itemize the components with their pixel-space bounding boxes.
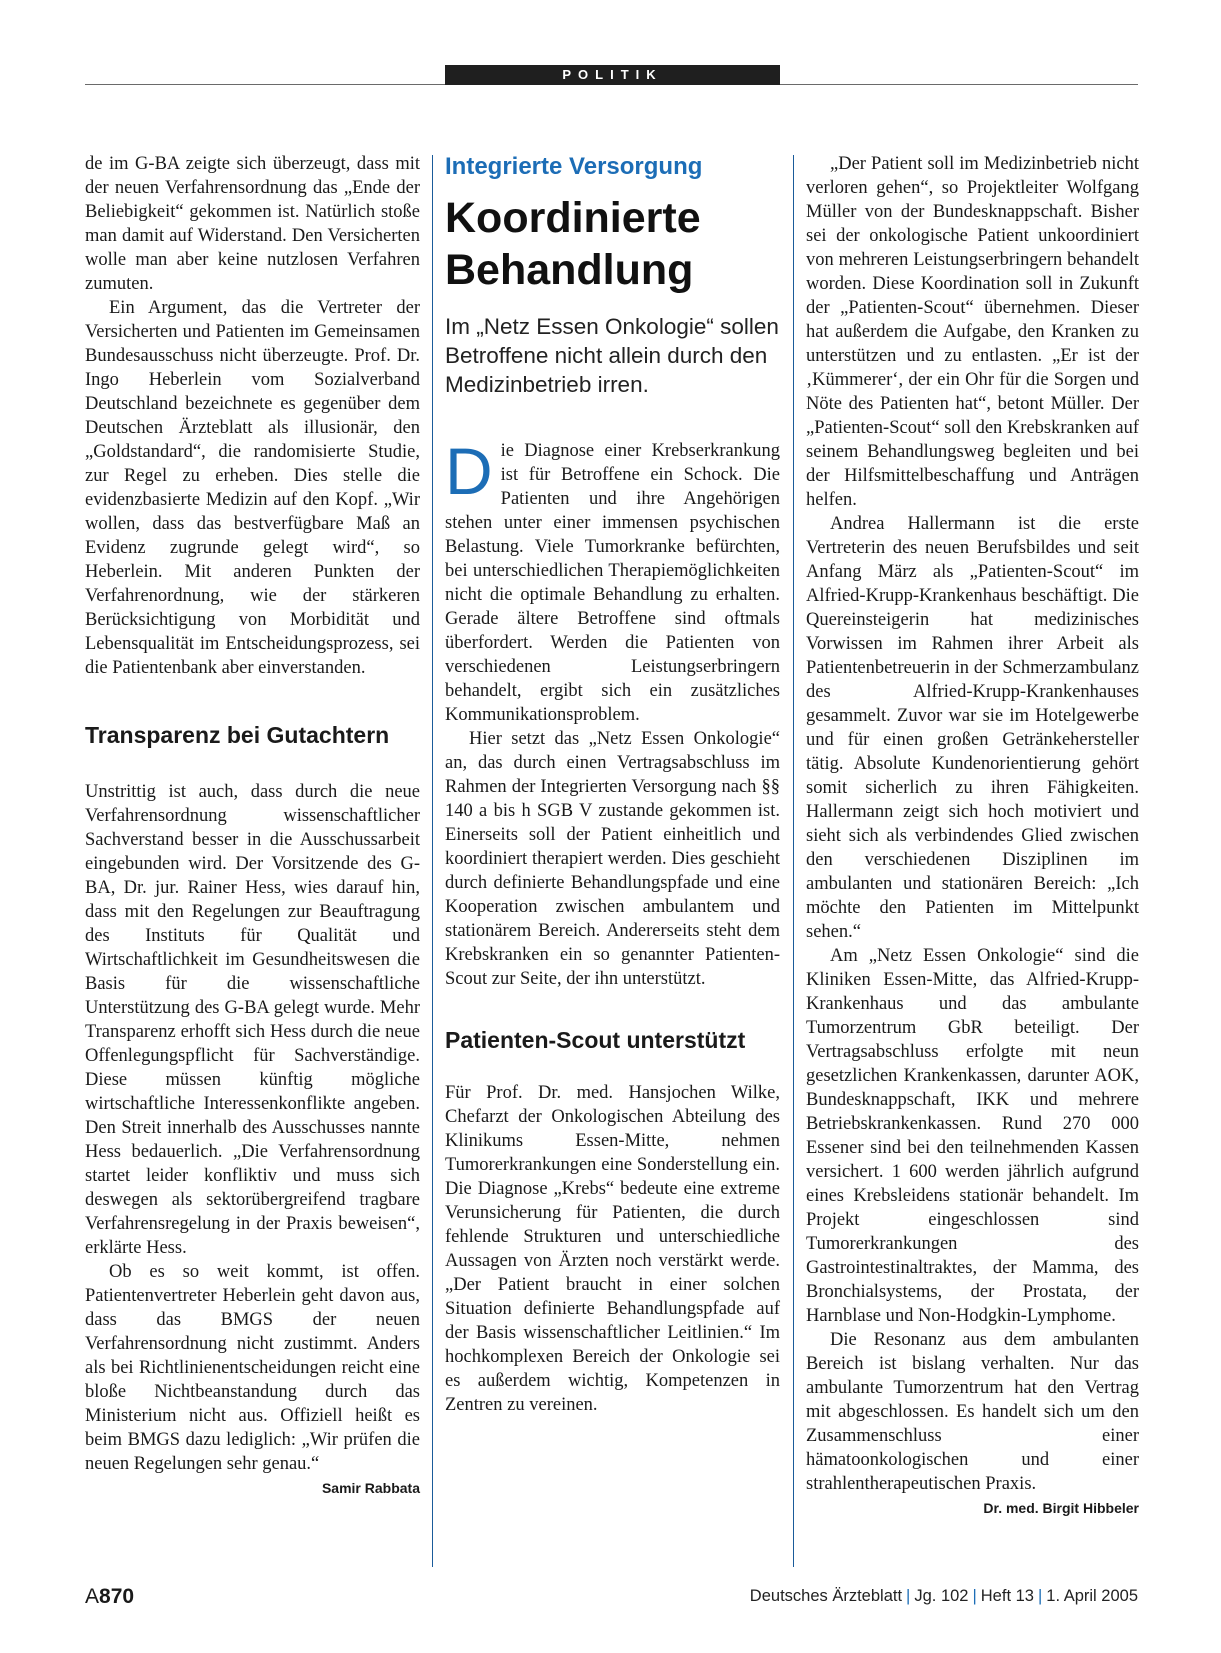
footer-separator: | [906, 1587, 911, 1605]
paragraph: „Der Patient soll im Medizinbetrieb nicht verloren gehen“, so Projektleiter Wolfgang Müller von der Bundesknappschaft. Bisher sei der onkologische Patient unkoordiniert von mehreren Leistungserbringern behandelt worden. Diese Koordination soll in Zukunft der „Patienten-Scout“ übernehmen. Dieser hat außerdem die Aufgabe, den Kranken zu unterstützen und zu entlasten. „Er ist der ‚Kümmerer‘, der ein Ohr für die Sorgen und Nöte des Patienten hat“, betont Müller. Der „Patienten-Scout“ soll den Krebskranken auf seinem Behandlungsweg begleiten und bei der Hilfsmittelbeschaffung und Anträgen helfen. [806, 154, 1139, 510]
column-left [85, 152, 420, 1500]
section-label: POLITIK [445, 65, 780, 85]
author-byline: Samir Rabbata [321, 1480, 420, 1496]
paragraph-with-byline [806, 1328, 1139, 1516]
subheading: Patienten-Scout unterstützt [445, 1027, 746, 1053]
paragraph: Ein Argument, das die Vertreter der Versicherten und Patienten im Gemeinsamen Bundesausschuss nicht überzeugte. Prof. Dr. Ingo Heberlein vom Sozialverband Deutschland bezeichnete es gegenüber dem Deutschen Ärzteblatt als illusionär, den „Goldstandard“, die randomisierte Studie, zur Regel zu erheben. Dies stelle die evidenzbasierte Medizin auf den Kopf. „Wir wollen, dass das bestverfügbare Maß an Evidenz zugrunde gelegt wird“, so Heberlein. Mit anderen Punkten der Verfahrenordnung, wie der stärkeren Berücksichtigung von Morbidität und Lebensqualität im Entscheidungsprozess, sei die Patientenbank aber einverstanden. [85, 298, 420, 678]
article-headline [445, 192, 780, 296]
paragraph: Andrea Hallermann ist die erste Vertreterin des neuen Berufsbildes und seit Anfang März als „Patienten-Scout“ im Alfried-Krupp-Krankenhaus beschäftigt. Die Quereinsteigerin hat medizinisches Vorwissen im Rahmen ihrer Arbeit als Patientenbetreuerin in der Schmerzambulanz des Alfried-Krupp-Krankenhauses gesammelt. Zuvor war sie im Hotelgewerbe und für einen großen Getränkehersteller tätig. Absolute Kundenorientierung gehört somit sicherlich zu ihren Fähigkeiten. Hallermann zeigt sich hoch motiviert und sieht sich als verbindendes Glied zwischen den verschiedenen Disziplinen im ambulanten und stationären Bereich: „Ich möchte den Patienten im Mittelpunkt sehen.“ [806, 514, 1139, 942]
paragraph-text: Die Resonanz aus dem ambulanten Bereich ist bislang verhalten. Nur das ambulante Tumorzentrum hat den Vertrag mit abgeschlossen. Es handelt sich um den Zusammenschluss einer hämatoonkologischen und einer strahlentherapeutischen Praxis. [806, 1330, 1139, 1494]
subheading: Transparenz bei Gutachtern [85, 722, 390, 748]
page-number [85, 1585, 134, 1609]
drop-cap: D [445, 434, 493, 508]
paragraph-text: Ob es so weit kommt, ist offen. Patientenvertreter Heberlein geht davon aus, dass das BMGS der neuen Verfahrensordnung nicht zustimmt. Anders als bei Richtlinienentscheidungen reicht eine bloße Nichtbeanstandung durch das Ministerium nicht aus. Offiziell heißt es beim BMGS dazu lediglich: „Wir prüfen die neuen Regelungen sehr genau.“ [85, 1262, 420, 1474]
lead-paragraph [445, 434, 780, 727]
paragraph: Hier setzt das „Netz Essen Onkologie“ an, das durch einen Vertragsabschluss im Rahmen der Integrierten Versorgung nach §§ 140 a bis h SGB V zustande gekommen ist. Einerseits soll der Patient einheitlich und koordiniert therapiert werden. Dies geschieht durch definierte Behandlungspfade und eine Kooperation zwischen ambulantem und stationärem Bereich. Andererseits steht dem Krebskranken ein so genannter Patienten-Scout zur Seite, der ihn unterstützt. [445, 729, 780, 989]
column-divider [793, 155, 794, 1567]
journal-name: Deutsches Ärzteblatt [749, 1587, 903, 1605]
journal-issue: Heft 13 [980, 1587, 1034, 1605]
page-number-value: 870 [99, 1585, 135, 1608]
headline-line-2: Behandlung [445, 246, 694, 294]
paragraph: Am „Netz Essen Onkologie“ sind die Kliniken Essen-Mitte, das Alfried-Krupp-Krankenhaus und das ambulante Tumorzentrum GbR beteiligt. Der Vertragsabschluss erfolgte mit neun gesetzlichen Krankenkassen, darunter AOK, Bundesknappschaft, IKK und mehrere Betriebskrankenkassen. Rund 270 000 Essener sind bei den teilnehmenden Kassen versichert. 1 600 werden jährlich aufgrund eines Krebsleidens stationär behandelt. Im Projekt eingeschlossen sind Tumorerkrankungen des Gastrointestinaltraktes, der Mamma, des Bronchialsystems, der Prostata, der Harnblase und Non-Hodgkin-Lymphome. [806, 946, 1139, 1326]
journal-date: 1. April 2005 [1046, 1587, 1138, 1605]
column-middle [445, 152, 780, 1417]
article-kicker: Integrierte Versorgung [445, 153, 703, 180]
paragraph-with-byline [85, 1260, 420, 1496]
author-byline: Dr. med. Birgit Hibbeler [983, 1500, 1139, 1516]
column-right [806, 152, 1139, 1520]
paragraph-text: ie Diagnose einer Krebserkrankung ist für Betroffene ein Schock. Die Patienten und ihre Angehörigen stehen unter einer immensen psychischen Belastung. Viele Tumorkranke befürchten, bei unterschiedlichen Therapiemöglichkeiten nicht die optimale Behandlung zu erhalten. Gerade ältere Betroffene sind oftmals überfordert. Werden die Patienten von verschiedenen Leistungserbringern behandelt, ergibt sich ein zusätzliches Kommunikationsproblem. [445, 441, 780, 725]
footer-separator: | [972, 1587, 977, 1605]
footer-separator: | [1037, 1587, 1043, 1605]
headline-line-1: Koordinierte [445, 194, 701, 242]
journal-footer [750, 1587, 1138, 1606]
column-divider [432, 155, 433, 1567]
paragraph: de im G-BA zeigte sich überzeugt, dass mit der neuen Verfahrensordnung das „Ende der Beliebigkeit“ gekommen ist. Natürlich stoße man damit auf Widerstand. Den Versicherten wolle man aber keine nutzlosen Verfahren zumuten. [85, 154, 420, 294]
journal-volume: Jg. 102 [914, 1587, 969, 1605]
paragraph: Für Prof. Dr. med. Hansjochen Wilke, Chefarzt der Onkologischen Abteilung des Klinikums Essen-Mitte, nehmen Tumorerkrankungen eine Sonderstellung ein. Die Diagnose „Krebs“ bedeute eine extreme Verunsicherung für Patienten, die durch fehlende Strukturen und unterschiedliche Aussagen von Ärzten noch verstärkt werde. „Der Patient braucht in einer solchen Situation definierte Behandlungspfade auf der Basis wissenschaftlicher Leitlinien.“ Im hochkomplexen Bereich der Onkologie sei es außerdem wichtig, Kompetenzen in Zentren zu vereinen. [445, 1083, 780, 1415]
paragraph: Unstrittig ist auch, dass durch die neue Verfahrensordnung wissenschaftlicher Sachverstand besser in die Ausschussarbeit eingebunden wird. Der Vorsitzende des G-BA, Dr. jur. Rainer Hess, wies darauf hin, dass mit den Regelungen zur Beauftragung des Instituts für Qualität und Wirtschaftlichkeit im Gesundheitswesen die Basis für die wissenschaftliche Unterstützung des G-BA gelegt wurde. Mehr Transparenz erhofft sich Hess durch die neue Offenlegungspflicht für Sachverständige. Diese müssen künftig mögliche wirtschaftliche Interessenkonflikte angeben. Den Streit innerhalb des Ausschusses nannte Hess bedauerlich. „Die Verfahrensordnung startet leider konfliktiv und muss sich deswegen als sektorübergreifend tragbare Verfahrensregelung in der Praxis beweisen“, erklärte Hess. [85, 782, 420, 1258]
page-prefix: A [85, 1585, 100, 1608]
article-deck: Im „Netz Essen Onkologie“ sollen Betroffene nicht allein durch den Medizinbetrieb irren. [445, 314, 779, 397]
